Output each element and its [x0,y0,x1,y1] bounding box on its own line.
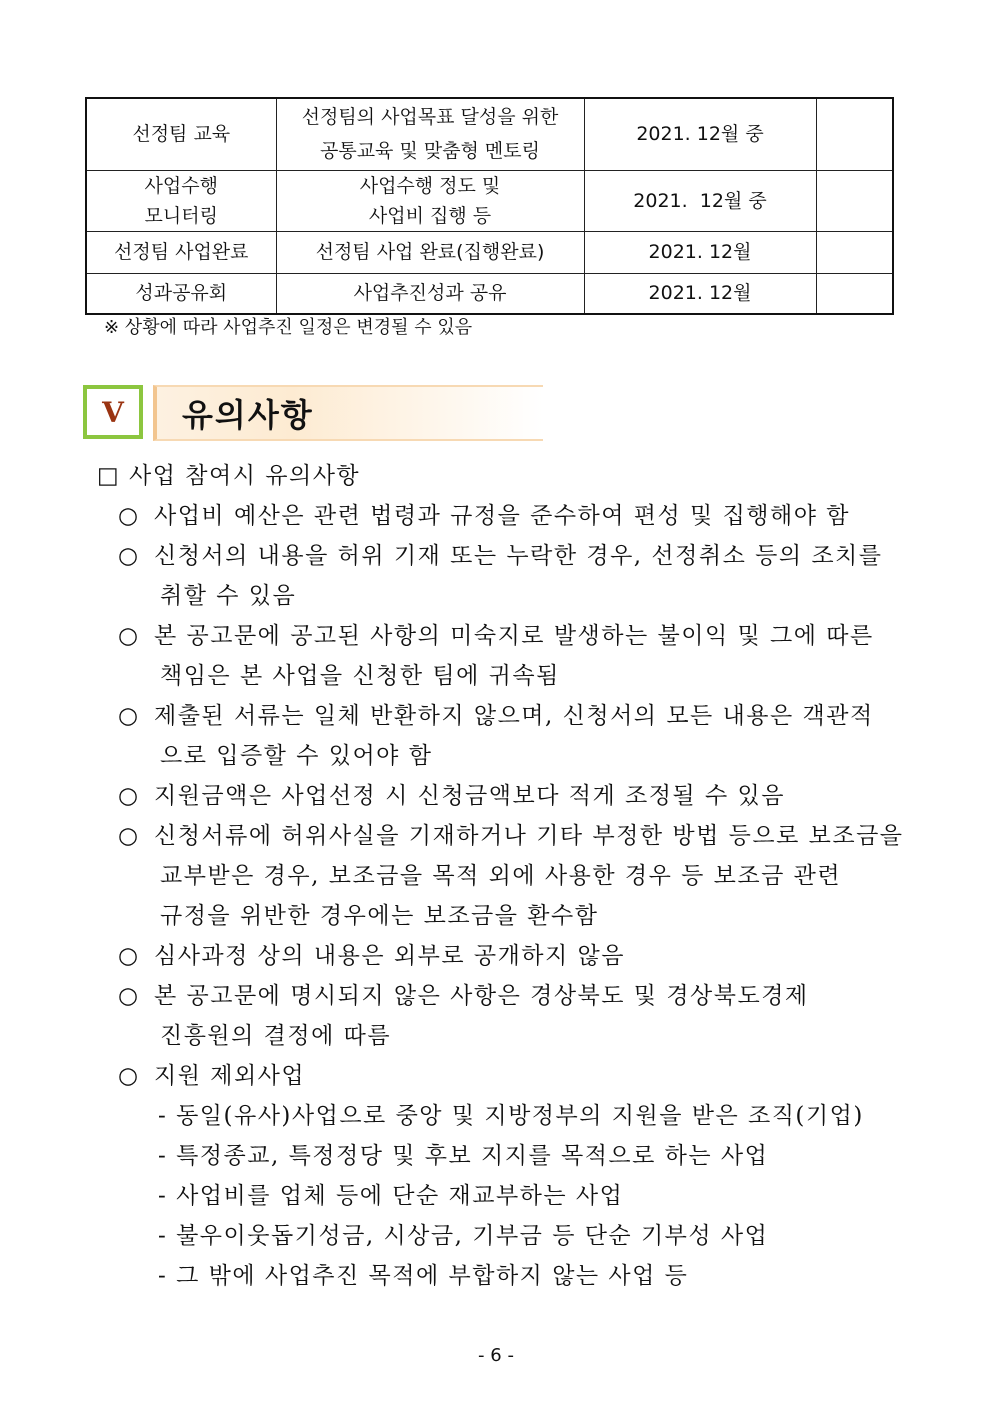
list-item-continuation: 교부받은 경우, 보조금을 목적 외에 사용한 경우 등 보조금 관련 [160,863,842,889]
list-item [118,616,908,656]
list-item-text: 본 공고문에 명시되지 않은 사항은 경상북도 및 경상북도경제 [154,983,809,1009]
section-title: 유의사항 [182,396,314,434]
circle-bullet-icon: ○ [118,623,140,649]
table-cell-content: 사업추진성과 공유 [276,273,584,314]
content-line: 공통교육 및 맞춤형 멘토링 [319,140,540,163]
table-cell-period: 2021. 12월 중 [584,170,816,231]
list-item-continuation: 취할 수 있음 [160,583,297,609]
list-item [118,936,908,976]
list-item-continuation: 책임은 본 사업을 신청한 팀에 귀속됨 [160,663,560,689]
circle-bullet-icon: ○ [118,543,140,569]
content-line: 사업비 집행 등 [368,204,492,227]
subheading: □ 사업 참여시 유의사항 [97,463,361,489]
content-line: 사업수행 정도 및 [359,174,501,197]
list-item [118,816,908,856]
circle-bullet-icon: ○ [118,783,140,809]
list-item-text: 제출된 서류는 일체 반환하지 않으며, 신청서의 모든 내용은 객관적 [154,703,874,729]
list-item-continuation: 으로 입증할 수 있어야 함 [160,743,433,769]
table-cell-note [816,273,893,314]
excluded-item: - 동일(유사)사업으로 중앙 및 지방정부의 지원을 받은 조직(기업) [158,1103,864,1129]
circle-bullet-icon: ○ [118,1063,140,1089]
list-item-text: 신청서의 내용을 허위 기재 또는 누락한 경우, 선정취소 등의 조치를 [154,543,883,569]
section-number: V [102,395,124,429]
list-item-text: 사업비 예산은 관련 법령과 규정을 준수하여 편성 및 집행해야 함 [154,503,850,529]
list-item-text: 신청서류에 허위사실을 기재하거나 기타 부정한 방법 등으로 보조금을 [154,823,904,849]
table-cell-item: 선정팀 교육 [86,98,276,170]
table-cell-period: 2021. 12월 [584,273,816,314]
table-cell-content [276,170,584,231]
list-item [118,976,908,1016]
excluded-item: - 불우이웃돕기성금, 시상금, 기부금 등 단순 기부성 사업 [158,1223,769,1249]
item-line: 모니터링 [144,204,218,227]
table-row [86,231,893,273]
circle-bullet-icon: ○ [118,823,140,849]
list-item-text: 심사과정 상의 내용은 외부로 공개하지 않음 [154,943,625,969]
table-cell-note [816,98,893,170]
list-item-continuation: 규정을 위반한 경우에는 보조금을 환수함 [160,903,599,929]
table-cell-content [276,98,584,170]
excluded-item: - 사업비를 업체 등에 단순 재교부하는 사업 [158,1183,624,1209]
item-line: 사업수행 [144,174,218,197]
section-number-box [83,385,143,439]
list-item-text: 지원 제외사업 [154,1063,306,1089]
table-cell-item: 선정팀 사업완료 [86,231,276,273]
content-line: 선정팀의 사업목표 달성을 위한 [301,106,559,129]
list-item-continuation: 진흥원의 결정에 따름 [160,1023,392,1049]
table-cell-period: 2021. 12월 중 [584,98,816,170]
list-item [118,1056,908,1096]
table-cell-item [86,170,276,231]
table-cell-content: 선정팀 사업 완료(집행완료) [276,231,584,273]
list-item [118,776,908,816]
list-item [118,496,908,536]
table-cell-note [816,231,893,273]
circle-bullet-icon: ○ [118,943,140,969]
excluded-item: - 그 밖에 사업추진 목적에 부합하지 않는 사업 등 [158,1263,689,1289]
table-footnote: ※ 상황에 따라 사업추진 일정은 변경될 수 있음 [104,317,473,338]
excluded-item: - 특정종교, 특정정당 및 후보 지지를 목적으로 하는 사업 [158,1143,769,1169]
page-number: - 6 - [478,1345,514,1366]
list-item-text: 본 공고문에 공고된 사항의 미숙지로 발생하는 불이익 및 그에 따른 [154,623,874,649]
table-row [86,273,893,314]
list-item-text: 지원금액은 사업선정 시 신청금액보다 적게 조정될 수 있음 [154,783,785,809]
table-cell-period: 2021. 12월 [584,231,816,273]
circle-bullet-icon: ○ [118,703,140,729]
table-cell-item: 성과공유회 [86,273,276,314]
table-row [86,170,893,231]
table-row [86,98,893,170]
circle-bullet-icon: ○ [118,983,140,1009]
list-item [118,536,908,576]
schedule-table [85,97,894,315]
table-cell-note [816,170,893,231]
list-item [118,696,908,736]
circle-bullet-icon: ○ [118,503,140,529]
